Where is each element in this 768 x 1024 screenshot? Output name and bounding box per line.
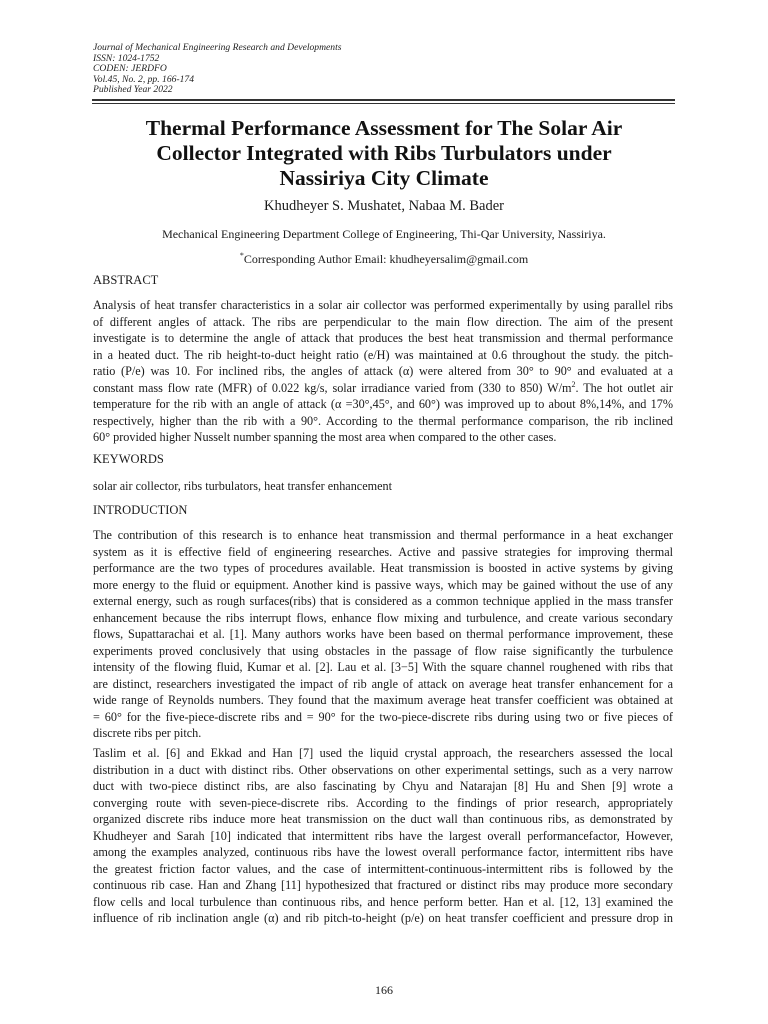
authors: Khudheyer S. Mushatet, Nabaa M. Bader <box>264 198 504 214</box>
journal-header <box>93 43 341 96</box>
journal-volume: Vol.45, No. 2, pp. 166-174 <box>93 73 195 85</box>
title-line: Thermal Performance Assessment for The Solar Air <box>145 116 623 140</box>
text-line: solar air collector, ribs turbulators, heat transfer enhancement <box>93 479 392 493</box>
header-rule-thin <box>92 103 675 104</box>
text-line: respectively, higher than the rib with a 90°. According to the thermal performance comparison, the rib inclined <box>93 413 673 428</box>
text-line: flows, Supattarachai et al. [1]. Many authors works have been based on thermal performance improvement, these <box>93 627 673 641</box>
journal-issn: ISSN: 1024-1752 <box>93 52 160 64</box>
superscript: 2 <box>571 379 576 389</box>
text-line: discrete ribs per pitch. <box>93 726 202 740</box>
text-line: flow cells and local turbulence than continuous ribs, and hence perform better. Han et al. [12, 13] examined the <box>93 894 673 909</box>
text-line: performance are the two types of procedures available. Heat transmission is boosted in active systems by giving <box>93 561 673 575</box>
text-line: 60° provided higher Nusselt number spanning the most area when compared to the other cases. <box>93 430 557 444</box>
text-line: ratio (P/e) was 10. For inclined ribs, the angles of attack (α) were altered from 30° to 90° and evaluated at a <box>93 364 673 378</box>
text-line: organized discrete ribs induce more heat transmission on the duct wall than continuous ribs, as demonstrated by <box>93 812 673 826</box>
text-line: = 60° for the five-piece-discrete ribs and = 90° for the two-piece-discrete ribs during using two or five pieces of <box>93 709 673 724</box>
page-number: 166 <box>375 983 393 997</box>
text-line: continuous rib case. Han and Zhang [11] hypothesized that fractured or distinct ribs may produce more secondary <box>93 878 673 892</box>
text-line: are distinct, researchers investigated the impact of rib angle of attack on average heat transfer enhancement for a <box>93 676 673 691</box>
title-line: Collector Integrated with Ribs Turbulators under <box>156 141 612 165</box>
corresponding-mark: * <box>239 251 244 260</box>
introduction-paragraph-2 <box>93 745 673 927</box>
text-line: The contribution of this research is to enhance heat transmission and thermal performance in a heat exchanger <box>93 528 673 542</box>
text-line: wide range of Reynolds numbers. They found that the maximum average heat transfer coefficient was obtained at <box>93 693 673 707</box>
keywords-heading: KEYWORDS <box>93 452 164 466</box>
text-segment: constant mass flow rate (MFR) of 0.022 kg/s, solar irradiance varied from (330 to 850) W/m <box>93 380 572 395</box>
header-rule-thick <box>92 99 675 101</box>
text-line: temperature for the rib with an angle of attack (α =30°,45°, and 60°) was improved up to about 8%,14%, and 17% <box>93 397 673 411</box>
text-line: Khudheyer and Sarah [10] indicated that intermittent ribs have the largest overall performancefactor, However, <box>93 828 673 843</box>
text-line: of different angles of attack. The ribs are perpendicular to the main flow direction. The aim of the present <box>93 314 673 329</box>
journal-coden: CODEN: JERDFO <box>93 63 167 75</box>
text-line: Analysis of heat transfer characteristics in a solar air collector was performed experimentally by using parallel ribs <box>93 298 673 312</box>
abstract-heading: ABSTRACT <box>93 273 159 287</box>
text-line: in a heated duct. The rib height-to-duct height ratio (e/H) was maintained at 0.6 throughout the study. the pitch- <box>93 347 673 362</box>
text-line: system as it is effective field of engineering researches. Active and passive strategies for improving thermal <box>93 544 673 559</box>
introduction-paragraph-1 <box>93 527 673 742</box>
text-line: Taslim et al. [6] and Ekkad and Han [7] used the liquid crystal approach, the researchers assessed the local <box>93 746 673 760</box>
text-line <box>93 380 673 397</box>
abstract-text <box>93 297 673 446</box>
corresponding-author <box>80 251 688 267</box>
text-line: enhancement because the ribs interrupt flows, enhance flow mixing and turbulence, and create various secondary <box>93 610 673 625</box>
corresponding-email: Corresponding Author Email: khudheyersalim@gmail.com <box>243 252 529 266</box>
title-line: Nassiriya City Climate <box>279 166 489 190</box>
text-segment: . The hot outlet air <box>575 380 673 395</box>
paper-title <box>80 116 688 191</box>
text-line: investigate is to determine the angle of attack that produces the best heat transmission and thermal performance <box>93 331 673 345</box>
text-line: intensity of the flowing fluid, Kumar et al. [2]. Lau et al. [3−5] With the square channel roughened with ribs that <box>93 660 673 674</box>
text-line: among the examples analyzed, continuous ribs have the lowest overall performance factor, intermittent ribs have <box>93 845 673 859</box>
text-line: the greatest friction factor values, and the case of intermittent-continuous-intermittent ribs is followed by the <box>93 861 673 876</box>
text-line: influence of rib inclination angle (α) and rib pitch-to-height (p/e) on heat transfer coefficient and pressure drop in <box>93 911 673 925</box>
text-line: distribution in a duct with distinct ribs. Other observations on other experimental settings, such as a very narrow <box>93 762 673 777</box>
text-line: experiments proved conclusively that using obstacles in the passage of flow raise significantly the turbulence <box>93 643 673 658</box>
text-line: external energy, such as rough surfaces(ribs) that is considered as a common technique applied in the mass transfer <box>93 594 673 608</box>
keywords-text <box>93 478 673 495</box>
text-line: duct with two-piece distinct ribs, are also fascinating by Chyu and Natarajan [8] Hu and Shen [9] wrote a <box>93 779 673 793</box>
affiliation: Mechanical Engineering Department College of Engineering, Thi-Qar University, Nassiriya. <box>162 227 606 241</box>
introduction-heading: INTRODUCTION <box>93 503 188 517</box>
journal-published: Published Year 2022 <box>93 84 173 96</box>
text-line: converging route with seven-piece-discrete ribs. According to the findings of prior research, appropriately <box>93 795 673 810</box>
journal-name: Journal of Mechanical Engineering Research and Developments <box>93 42 342 53</box>
text-line: more energy to the fluid or equipment. Another kind is passive ways, which may be gained without the use of any <box>93 577 673 592</box>
